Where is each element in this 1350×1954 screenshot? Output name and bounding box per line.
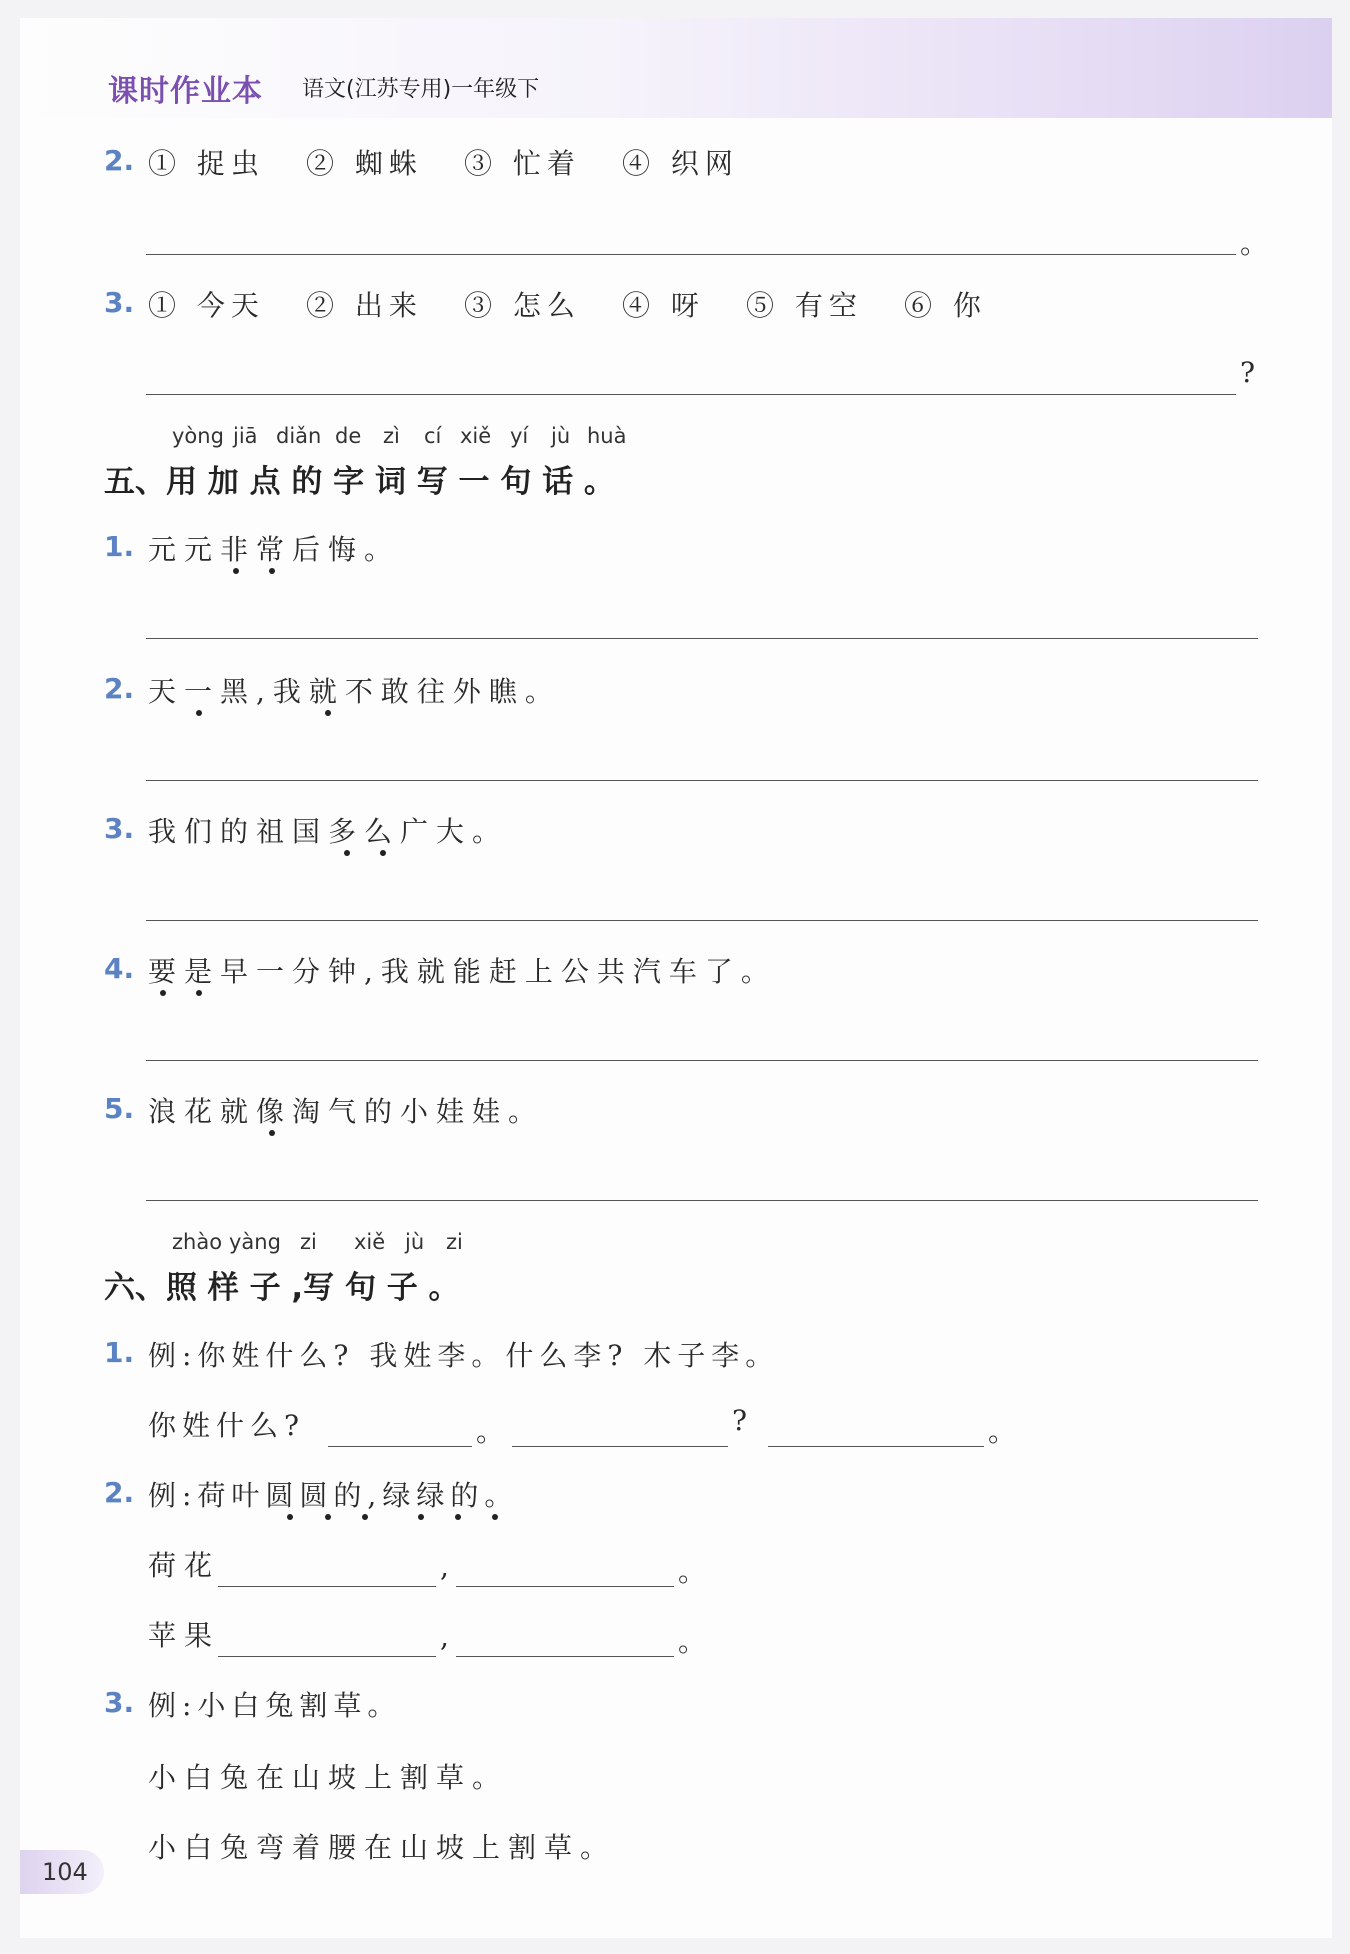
example-sentence: 例:小白兔割草。 [148, 1689, 402, 1722]
pinyin: jiā [233, 424, 258, 448]
emphasis-dot [344, 850, 350, 856]
emphasis-dot [325, 1514, 331, 1520]
item-number: 4. [104, 952, 135, 985]
page-number: 104 [42, 1858, 88, 1886]
answer-line[interactable] [146, 394, 1236, 395]
pinyin: jù [405, 1230, 425, 1254]
emphasis-dot [269, 568, 275, 574]
word-option: ② 蜘蛛 [306, 147, 423, 180]
answer-blank[interactable] [218, 1586, 436, 1587]
word-option: ③ 忙着 [464, 147, 581, 180]
example-sentence: 小白兔弯着腰在山坡上割草。 [148, 1831, 617, 1864]
pinyin: de [335, 424, 362, 448]
answer-blank[interactable] [456, 1656, 674, 1657]
page-number-tab [20, 1850, 104, 1894]
pinyin: xiě [354, 1230, 386, 1254]
word-option: ④ 呀 [622, 289, 705, 322]
answer-line[interactable] [146, 254, 1236, 255]
answer-line[interactable] [146, 1200, 1258, 1201]
emphasis-dot [492, 1514, 498, 1520]
punctuation: 。 [678, 1555, 707, 1588]
emphasis-dot [325, 710, 331, 716]
word-option: ⑥ 你 [904, 289, 987, 322]
pinyin: jù [551, 424, 571, 448]
item-number: 5. [104, 1092, 135, 1125]
item-number: 1. [104, 530, 135, 563]
pinyin: diǎn [276, 424, 322, 448]
punctuation: 。 [476, 1415, 505, 1448]
word-option: ④ 织网 [622, 147, 739, 180]
pinyin: yí [510, 424, 529, 448]
item-number: 3. [104, 1686, 135, 1719]
punctuation: ? [732, 1404, 748, 1437]
answer-blank[interactable] [328, 1446, 472, 1447]
emphasis-dot [362, 1514, 368, 1520]
end-punctuation: 。 [1240, 227, 1269, 260]
punctuation: , [440, 1550, 449, 1583]
word-option: ③ 怎么 [464, 289, 581, 322]
item-number: 2. [104, 1476, 135, 1509]
example-sentence: 例:你姓什么? 我姓李。什么李? 木子李。 [148, 1339, 780, 1372]
pinyin: xiě [460, 424, 492, 448]
pinyin: yòng [172, 424, 224, 448]
section-6-title: 六、照 样 子 ,写 句 子 。 [104, 1270, 460, 1306]
item-number: 2. [104, 672, 135, 705]
example-sentence: 例:荷叶圆圆的,绿绿的。 [148, 1479, 519, 1512]
sentence: 我们的祖国多么广大。 [148, 815, 509, 848]
answer-blank[interactable] [456, 1586, 674, 1587]
pinyin: huà [587, 424, 627, 448]
punctuation: , [440, 1620, 449, 1653]
answer-line[interactable] [146, 1060, 1258, 1061]
punctuation: 。 [988, 1415, 1017, 1448]
item-number: 3. [104, 812, 135, 845]
word-option: ① 今天 [148, 289, 265, 322]
word-option: ① 捉虫 [148, 147, 265, 180]
emphasis-dot [269, 1130, 275, 1136]
subject-title: 语文(江苏专用)一年级下 [302, 77, 540, 102]
answer-blank[interactable] [512, 1446, 728, 1447]
sentence: 浪花就像淘气的小娃娃。 [148, 1095, 545, 1128]
emphasis-dot [380, 850, 386, 856]
answer-blank[interactable] [218, 1656, 436, 1657]
emphasis-dot [196, 990, 202, 996]
punctuation: 。 [678, 1625, 707, 1658]
prompt-text: 你姓什么? [148, 1409, 306, 1442]
emphasis-dot [160, 990, 166, 996]
emphasis-dot [455, 1514, 461, 1520]
emphasis-dot [287, 1514, 293, 1520]
answer-line[interactable] [146, 780, 1258, 781]
section-5-title: 五、用 加 点 的 字 词 写 一 句 话 。 [104, 464, 615, 500]
emphasis-dot [233, 568, 239, 574]
row-label: 荷花 [148, 1549, 221, 1582]
emphasis-dot [418, 1514, 424, 1520]
word-option: ⑤ 有空 [746, 289, 863, 322]
row-label: 苹果 [148, 1619, 221, 1652]
emphasis-dot [196, 710, 202, 716]
sentence: 要是早一分钟,我就能赶上公共汽车了。 [148, 955, 777, 988]
pinyin: zì [383, 424, 400, 448]
pinyin: yàng [229, 1230, 281, 1254]
answer-blank[interactable] [768, 1446, 984, 1447]
pinyin: zhào [172, 1230, 223, 1254]
item-number: 3. [104, 286, 135, 319]
pinyin: zi [446, 1230, 463, 1254]
brand-title: 课时作业本 [108, 74, 263, 109]
answer-line[interactable] [146, 638, 1258, 639]
pinyin: zi [300, 1230, 317, 1254]
example-sentence: 小白兔在山坡上割草。 [148, 1761, 509, 1794]
end-punctuation: ? [1240, 356, 1256, 389]
item-number: 2. [104, 144, 135, 177]
pinyin: cí [424, 424, 442, 448]
answer-line[interactable] [146, 920, 1258, 921]
sentence: 元元非常后悔。 [148, 533, 401, 566]
sentence: 天一黑,我就不敢往外瞧。 [148, 675, 561, 708]
word-option: ② 出来 [306, 289, 423, 322]
item-number: 1. [104, 1336, 135, 1369]
